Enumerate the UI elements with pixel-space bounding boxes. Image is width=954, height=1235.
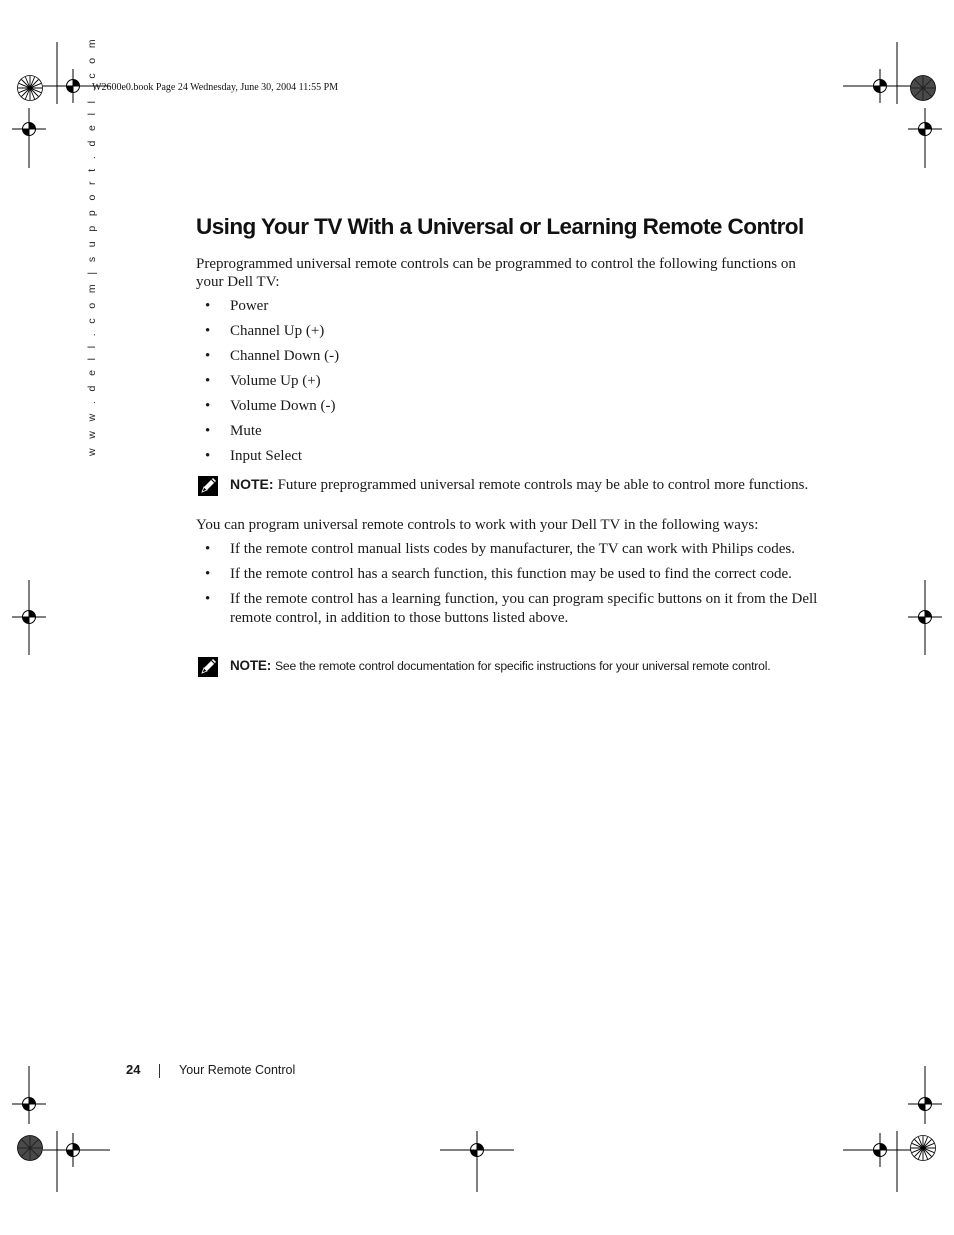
side-url-text: w w w . d e l l . c o m | s u p p o r t . d e l l . c o m xyxy=(86,35,98,456)
list-item-text: Input Select xyxy=(230,448,303,464)
note-label: NOTE: xyxy=(230,658,271,673)
list-item-text: Channel Down (-) xyxy=(230,348,340,364)
list-item xyxy=(196,322,821,347)
bullet: • xyxy=(205,298,211,314)
list-item-text: Channel Up (+) xyxy=(230,323,325,339)
bullet: • xyxy=(205,448,211,464)
list-item-text: If the remote control manual lists codes by manufacturer, the TV can work with Philips codes. xyxy=(230,541,795,557)
bullet: • xyxy=(205,323,211,339)
bullet: • xyxy=(205,373,211,389)
page-number: 24 xyxy=(126,1062,141,1077)
note-documentation xyxy=(196,656,826,680)
note-pencil-icon xyxy=(198,475,220,497)
list-item xyxy=(196,297,821,322)
note-future-functions xyxy=(196,475,826,515)
note-text: See the remote control documentation for specific instructions for your universal remote control. xyxy=(275,659,771,673)
print-slug: W2600e0.book Page 24 Wednesday, June 30, 2004 11:55 PM xyxy=(92,82,339,93)
footer-section-title: Your Remote Control xyxy=(179,1063,296,1077)
bullet: • xyxy=(205,423,211,439)
list-item xyxy=(196,540,826,559)
list-item xyxy=(196,397,821,422)
list-item xyxy=(196,565,826,584)
list-item-text: If the remote control has a learning function, you can program specific buttons on it from the Dell remote control, in addition to those buttons listed above. xyxy=(230,591,818,626)
list-item-text: Volume Up (+) xyxy=(230,373,321,389)
note-label: NOTE: xyxy=(230,476,274,492)
intro-paragraph: Preprogrammed universal remote controls can be programmed to control the following functions on your Dell TV: xyxy=(196,256,796,290)
bullet: • xyxy=(205,541,211,557)
note-pencil-icon xyxy=(198,656,220,678)
note-text: Future preprogrammed universal remote controls may be able to control more functions. xyxy=(277,477,809,493)
bullet: • xyxy=(205,591,211,607)
bullet: • xyxy=(205,348,211,364)
list-item xyxy=(196,447,821,472)
program-intro-paragraph: You can program universal remote controls to work with your Dell TV in the following ways: xyxy=(196,517,759,533)
list-item-text: Volume Down (-) xyxy=(230,398,336,414)
list-item xyxy=(196,422,821,447)
programming-ways-list xyxy=(196,540,826,634)
list-item xyxy=(196,590,826,628)
list-item-text: Power xyxy=(230,298,269,314)
list-item-text: If the remote control has a search function, this function may be used to find the correct code. xyxy=(230,566,792,582)
bullet: • xyxy=(205,566,211,582)
list-item-text: Mute xyxy=(230,423,262,439)
page-title: Using Your TV With a Universal or Learning Remote Control xyxy=(196,214,804,239)
bullet: • xyxy=(205,398,211,414)
functions-list xyxy=(196,297,821,472)
list-item xyxy=(196,372,821,397)
footer-divider xyxy=(159,1064,160,1078)
list-item xyxy=(196,347,821,372)
